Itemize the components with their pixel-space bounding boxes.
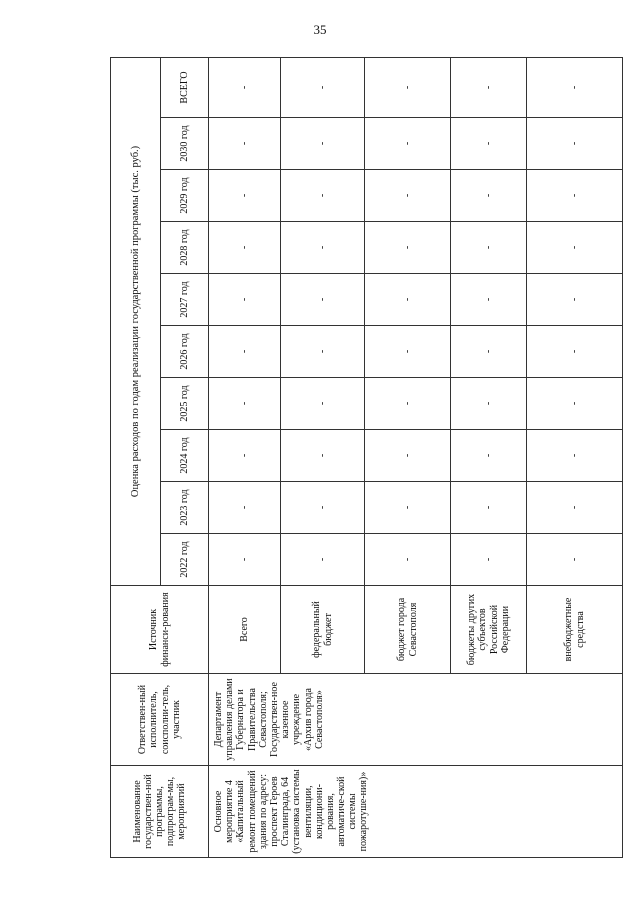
source-cell: Всего bbox=[209, 586, 281, 674]
header-responsible: Ответствен-ный исполнитель, соисполни-тель, участник bbox=[111, 674, 209, 766]
source-cell: внебюджетные средства bbox=[527, 586, 623, 674]
year-header: 2030 год bbox=[161, 118, 209, 170]
value-cell: - bbox=[527, 482, 623, 534]
value-cell: - bbox=[365, 534, 451, 586]
value-cell: - bbox=[527, 326, 623, 378]
value-cell: - bbox=[451, 170, 527, 222]
value-cell: - bbox=[281, 482, 365, 534]
header-name: Наименование государствен-ной программы, подпрограм-мы, мероприятий bbox=[111, 766, 209, 858]
value-cell: - bbox=[451, 274, 527, 326]
source-cell: бюджет города Севастополя bbox=[365, 586, 451, 674]
value-cell: - bbox=[365, 170, 451, 222]
value-cell: - bbox=[281, 222, 365, 274]
value-cell: - bbox=[209, 118, 281, 170]
value-cell: - bbox=[365, 430, 451, 482]
source-cell: бюджеты других субъектов Российской Федерации bbox=[451, 586, 527, 674]
year-header: 2023 год bbox=[161, 482, 209, 534]
value-cell: - bbox=[365, 57, 451, 117]
value-cell: - bbox=[209, 482, 281, 534]
value-cell: - bbox=[281, 118, 365, 170]
value-cell: - bbox=[365, 274, 451, 326]
value-cell: - bbox=[209, 222, 281, 274]
value-cell: - bbox=[209, 378, 281, 430]
value-cell: - bbox=[209, 326, 281, 378]
value-cell: - bbox=[209, 57, 281, 117]
value-cell: - bbox=[209, 534, 281, 586]
value-cell: - bbox=[527, 274, 623, 326]
value-cell: - bbox=[281, 274, 365, 326]
value-cell: - bbox=[365, 326, 451, 378]
value-cell: - bbox=[281, 326, 365, 378]
header-source: Источник финанси-рования bbox=[111, 586, 209, 674]
value-cell: - bbox=[281, 57, 365, 117]
value-cell: - bbox=[451, 222, 527, 274]
page-number: 35 bbox=[313, 22, 327, 37]
funding-table bbox=[110, 57, 623, 858]
value-cell: - bbox=[365, 482, 451, 534]
value-cell: - bbox=[209, 170, 281, 222]
value-cell: - bbox=[451, 326, 527, 378]
year-header: 2022 год bbox=[161, 534, 209, 586]
table-row bbox=[209, 57, 281, 857]
header-row-1 bbox=[111, 57, 161, 857]
value-cell: - bbox=[451, 482, 527, 534]
year-header: 2029 год bbox=[161, 170, 209, 222]
value-cell: - bbox=[527, 57, 623, 117]
value-cell: - bbox=[451, 378, 527, 430]
value-cell: - bbox=[527, 222, 623, 274]
total-header: ВСЕГО bbox=[161, 57, 209, 117]
value-cell: - bbox=[451, 430, 527, 482]
year-header: 2025 год bbox=[161, 378, 209, 430]
value-cell: - bbox=[527, 430, 623, 482]
value-cell: - bbox=[209, 430, 281, 482]
value-cell: - bbox=[527, 170, 623, 222]
funding-table-container bbox=[110, 62, 586, 858]
year-header: 2027 год bbox=[161, 274, 209, 326]
value-cell: - bbox=[365, 222, 451, 274]
value-cell: - bbox=[365, 378, 451, 430]
value-cell: - bbox=[451, 534, 527, 586]
value-cell: - bbox=[281, 378, 365, 430]
value-cell: - bbox=[281, 534, 365, 586]
source-cell: федеральный бюджет bbox=[281, 586, 365, 674]
value-cell: - bbox=[527, 534, 623, 586]
value-cell: - bbox=[365, 118, 451, 170]
header-estimate: Оценка расходов по годам реализации государственной программы (тыс. руб.) bbox=[111, 57, 161, 585]
value-cell: - bbox=[527, 378, 623, 430]
activity-name: Основное мероприятие 4 «Капитальный ремонт помещений здания по адресу: проспект Героев Сталинграда, 64 (установка системы вентиляции, кондициони-рования, автоматиче-ской системы пожаротуше-ния)» bbox=[209, 766, 623, 858]
year-header: 2028 год bbox=[161, 222, 209, 274]
year-header: 2024 год bbox=[161, 430, 209, 482]
value-cell: - bbox=[281, 430, 365, 482]
value-cell: - bbox=[451, 118, 527, 170]
activity-responsible: Департамент управления делами Губернатора и Правительства Севастополя; Государствен-ное казенное учреждение «Архив города Севастополя» bbox=[209, 674, 623, 766]
value-cell: - bbox=[527, 118, 623, 170]
year-header: 2026 год bbox=[161, 326, 209, 378]
value-cell: - bbox=[451, 57, 527, 117]
value-cell: - bbox=[209, 274, 281, 326]
value-cell: - bbox=[281, 170, 365, 222]
